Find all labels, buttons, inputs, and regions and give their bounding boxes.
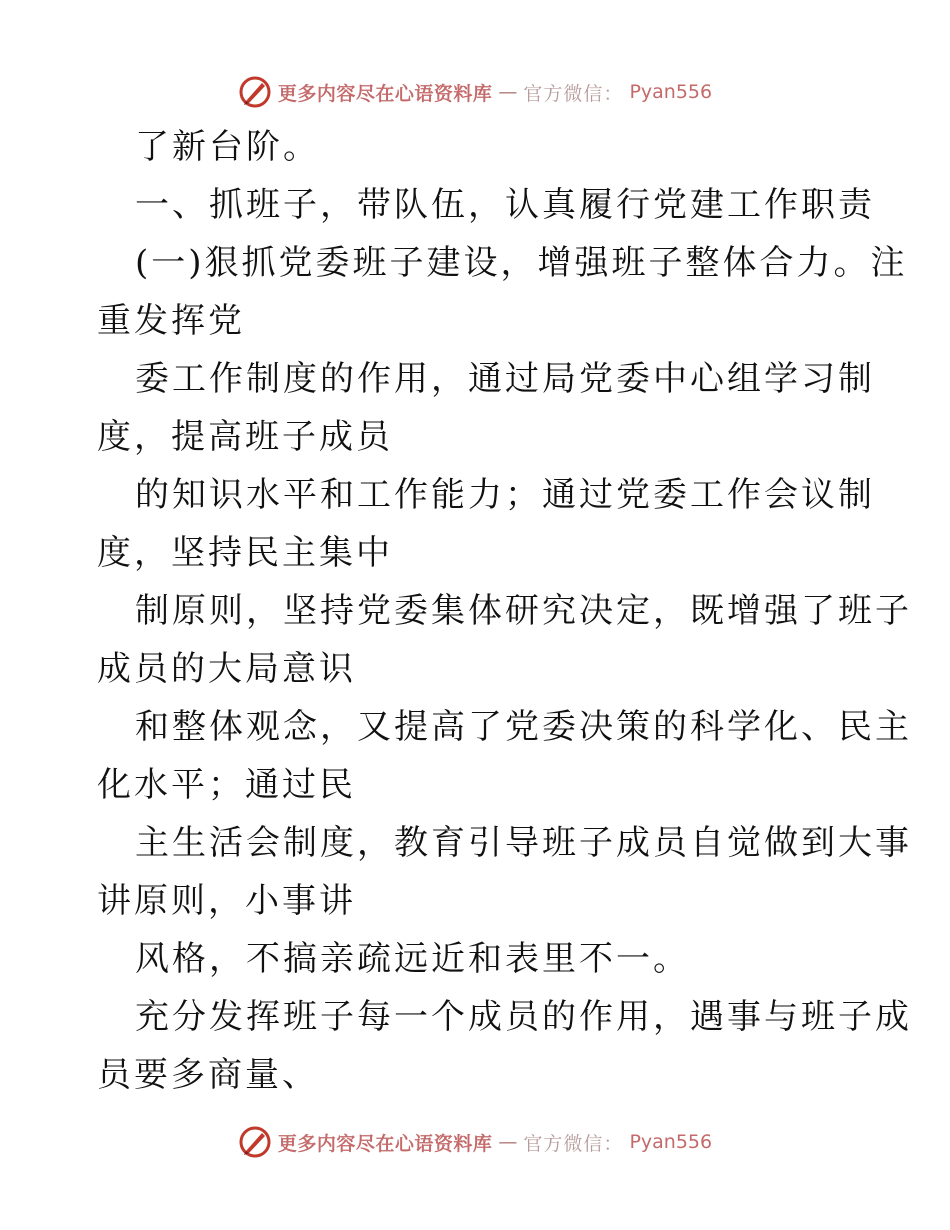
text-line: 化水平；通过民: [97, 765, 356, 805]
watermark-id: Pyan556: [629, 81, 713, 103]
watermark-sub-text: 官方微信：: [523, 1132, 624, 1155]
text-line: 主生活会制度，教育引导班子成员自觉做到大事: [135, 823, 912, 863]
document-body: [97, 118, 912, 1104]
text-line: 讲原则，小事讲: [97, 881, 356, 921]
watermark-separator: —: [498, 81, 518, 103]
watermark-sub-text: 官方微信：: [523, 82, 624, 105]
text-line: 和整体观念，又提高了党委决策的科学化、民主: [135, 707, 912, 747]
quill-pen-logo-icon: [238, 1125, 272, 1159]
watermark-separator: —: [498, 1131, 518, 1153]
text-line: 度，提高班子成员: [97, 417, 393, 457]
text-line: 成员的大局意识: [97, 649, 356, 689]
text-line: 风格，不搞亲疏远近和表里不一。: [135, 939, 690, 979]
header-watermark: [0, 72, 950, 112]
text-line: 制原则，坚持党委集体研究决定，既增强了班子: [135, 591, 912, 631]
text-line: 委工作制度的作用，通过局党委中心组学习制: [135, 359, 875, 399]
text-line: 的知识水平和工作能力；通过党委工作会议制: [135, 475, 875, 515]
quill-pen-logo-icon: [238, 75, 272, 109]
text-line: 度，坚持民主集中: [97, 533, 393, 573]
watermark-main-text: 更多内容尽在心语资料库: [277, 1132, 493, 1155]
watermark-id: Pyan556: [629, 1131, 713, 1153]
text-line: 充分发挥班子每一个成员的作用，遇事与班子成: [135, 997, 912, 1037]
text-line: 了新台阶。: [135, 127, 320, 167]
text-line: 一、抓班子，带队伍，认真履行党建工作职责: [135, 185, 875, 225]
footer-watermark: [0, 1122, 950, 1162]
text-line: 员要多商量、: [97, 1055, 319, 1095]
text-line: 重发挥党: [97, 301, 245, 341]
text-line: (一)狠抓党委班子建设，增强班子整体合力。注: [135, 243, 908, 283]
watermark-main-text: 更多内容尽在心语资料库: [277, 82, 493, 105]
